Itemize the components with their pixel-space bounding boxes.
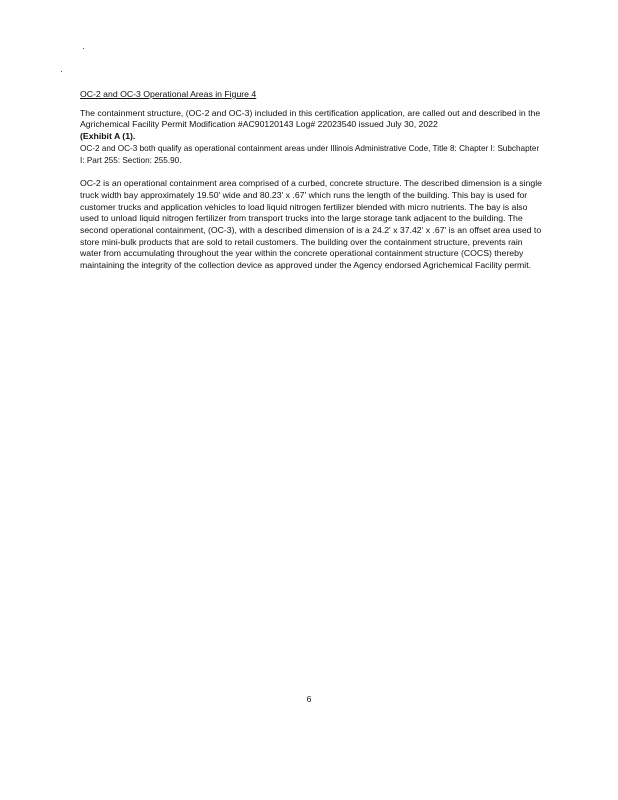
paragraph-spacer — [80, 166, 545, 178]
document-body — [80, 89, 545, 272]
paragraph-oc2-description: OC-2 is an operational containment area comprised of a curbed, concrete structure. The described dimension is a single truck width bay approximately 19.50' wide and 80.23' x .67' which runs the length of the building. This bay is used for customer trucks and application vehicles to load liquid nitrogen fertilizer blended with micro nutrients. The bay is also used to unload liquid nitrogen fertilizer from transport trucks into the large storage tank adjacent to the building. The second operational containment, (OC-3), with a described dimension of is a 24.2' x 37.42' x .67' is an offset area used to store mini-bulk products that are sold to retail customers. The building over the containment structure, prevents rain water from accumulating throughout the year within the concrete operational containment structure (COCS) thereby maintaining the integrity of the collection device as approved under the Agency endorsed Agrichemical Facility permit. — [80, 178, 542, 271]
scan-speck — [83, 48, 84, 49]
section-heading: OC-2 and OC-3 Operational Areas in Figure 4 — [80, 89, 257, 99]
paragraph-containment-structure — [80, 108, 545, 143]
exhibit-reference: (Exhibit A (1). — [80, 131, 136, 142]
scan-speck — [61, 71, 62, 72]
page-number: 6 — [306, 694, 312, 704]
paragraph-text: The containment structure, (OC-2 and OC-3) included in this certification application, are called out and described in the Agrichemical Facility Permit Modification #AC90120143 Log# 22023540 issued July 30, 2022 — [80, 107, 541, 130]
paragraph-qualification: OC-2 and OC-3 both qualify as operational containment areas under Illinois Administrative Code, Title 8: Chapter I: Subchapter I: Part 255: Section: 255.90. — [80, 143, 540, 165]
